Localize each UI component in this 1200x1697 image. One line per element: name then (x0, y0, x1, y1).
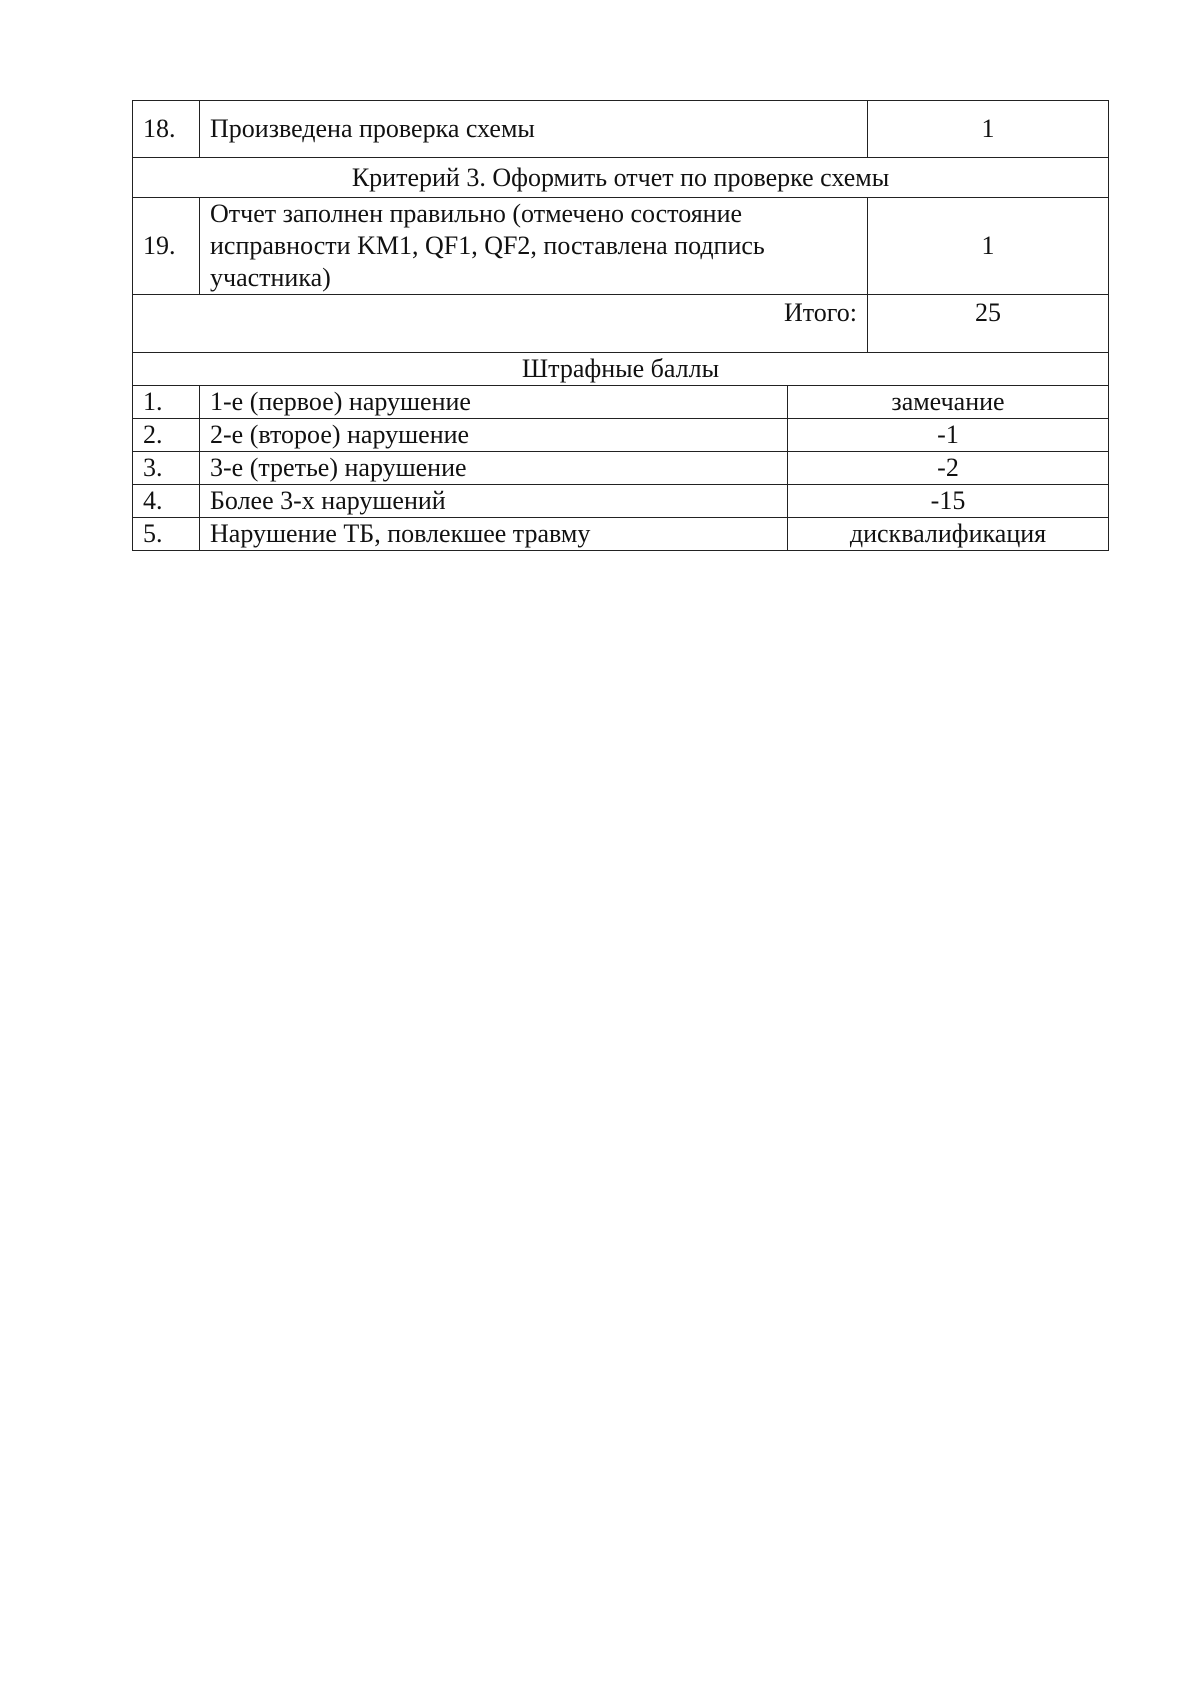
criterion-section-row (133, 158, 1109, 198)
penalty-row (133, 485, 1109, 518)
criterion-description: Произведена проверка схемы (200, 101, 868, 158)
penalty-number: 1. (133, 386, 200, 419)
criterion-row-19 (133, 198, 1109, 295)
penalty-number: 5. (133, 518, 200, 551)
penalty-value: -1 (788, 419, 1109, 452)
penalty-row (133, 452, 1109, 485)
criterion-score: 1 (868, 198, 1109, 295)
penalty-row (133, 518, 1109, 551)
row-number: 18. (133, 101, 200, 158)
penalties-header-row (133, 353, 1109, 386)
assessment-table (132, 100, 1109, 551)
penalty-row (133, 386, 1109, 419)
penalty-description: 2-е (второе) нарушение (200, 419, 788, 452)
total-row (133, 295, 1109, 353)
penalty-number: 2. (133, 419, 200, 452)
penalty-description: Нарушение ТБ, повлекшее травму (200, 518, 788, 551)
penalty-number: 3. (133, 452, 200, 485)
criterion-description: Отчет заполнен правильно (отмечено состояние исправности KM1, QF1, QF2, поставлена подпись участника) (200, 198, 868, 295)
criterion-row-18 (133, 101, 1109, 158)
penalty-row (133, 419, 1109, 452)
penalty-description: Более 3-х нарушений (200, 485, 788, 518)
penalty-value: дисквалификация (788, 518, 1109, 551)
penalties-title: Штрафные баллы (133, 353, 1109, 386)
penalty-value: -2 (788, 452, 1109, 485)
criterion-section-title: Критерий 3. Оформить отчет по проверке схемы (133, 158, 1109, 198)
total-label: Итого: (133, 295, 868, 353)
penalty-value: -15 (788, 485, 1109, 518)
criterion-score: 1 (868, 101, 1109, 158)
penalty-value: замечание (788, 386, 1109, 419)
penalty-description: 3-е (третье) нарушение (200, 452, 788, 485)
row-number: 19. (133, 198, 200, 295)
penalty-description: 1-е (первое) нарушение (200, 386, 788, 419)
total-value: 25 (868, 295, 1109, 353)
penalty-number: 4. (133, 485, 200, 518)
